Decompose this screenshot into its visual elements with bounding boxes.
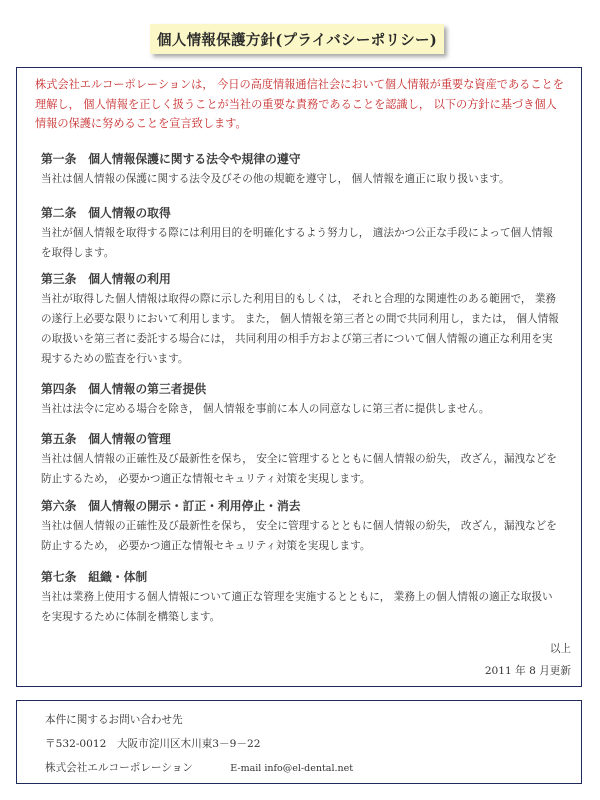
article-3 xyxy=(41,270,561,369)
email-link[interactable]: info@el-dental.net xyxy=(264,763,354,774)
article-body: 当社は個人情報の正確性及び最新性を保ち， 安全に管理するとともに個人情報の紛失， 改ざん，漏洩などを防止するため， 必要かつ適正な情報セキュリティ対策を実現します。 xyxy=(41,520,557,552)
contact-company-row xyxy=(45,760,353,775)
article-body: 当社が取得した個人情報は取得の際に示した利用目的もしくは， それと合理的な関連性のある範囲で， 業務の遂行上必要な限りにおいて利用します。 また， 個人情報を第三者との間で共同利用し，または， 個人情報の取扱いを第三者に委託する場合には， 共同利用の相手方および第三者について個人情報の適正な利用を実現するための監査を行います。 xyxy=(41,293,559,365)
article-heading: 第六条 個人情報の開示・訂正・利用停止・消去 xyxy=(41,499,301,513)
policy-section xyxy=(16,67,582,687)
page-title xyxy=(150,24,444,54)
article-body: 当社は業務上使用する個人情報について適正な管理を実施するとともに， 業務上の個人情報の適正な取扱いを実現するために体制を構築します。 xyxy=(41,591,553,623)
policy-intro: 株式会社エルコーポレーションは， 今日の高度情報通信社会において個人情報が重要な資産であることを理解し， 個人情報を正しく扱うことが当社の重要な責務であることを認識し， 以下の方針に基づき個人情報の保護に努めることを宣言致します。 xyxy=(35,78,564,130)
article-heading: 第三条 個人情報の利用 xyxy=(41,272,171,286)
article-heading: 第二条 個人情報の取得 xyxy=(41,206,171,220)
contact-heading: 本件に関するお問い合わせ先 xyxy=(45,714,183,726)
email-label: E-mail xyxy=(230,763,262,774)
article-heading: 第四条 個人情報の第三者提供 xyxy=(41,382,207,396)
article-7 xyxy=(41,568,561,627)
article-heading: 第五条 個人情報の管理 xyxy=(41,432,171,446)
article-5 xyxy=(41,430,561,489)
article-body: 当社は個人情報の保護に関する法令及びその他の規範を遵守し， 個人情報を適正に取り扱います。 xyxy=(41,173,510,185)
article-4 xyxy=(41,380,561,419)
updated-date: 2011 年 8 月更新 xyxy=(484,665,571,677)
page-title-text: 個人情報保護方針(プライバシーポリシー) xyxy=(157,31,437,49)
contact-address: 〒532-0012 大阪市淀川区木川東3－9－22 xyxy=(45,738,261,750)
article-heading: 第七条 組織・体制 xyxy=(41,570,148,584)
article-2 xyxy=(41,204,561,263)
article-1 xyxy=(41,150,561,189)
closing-text: 以上 xyxy=(549,643,571,655)
article-6 xyxy=(41,497,561,556)
signoff xyxy=(485,638,571,682)
contact-section xyxy=(16,700,582,784)
article-body: 当社は法令に定める場合を除き， 個人情報を事前に本人の同意なしに第三者に提供しません。 xyxy=(41,403,490,415)
contact-email-row xyxy=(230,763,353,774)
article-heading: 第一条 個人情報保護に関する法令や規律の遵守 xyxy=(41,152,301,166)
article-body: 当社は個人情報の正確性及び最新性を保ち， 安全に管理するとともに個人情報の紛失， 改ざん，漏洩などを防止するため， 必要かつ適正な情報セキュリティ対策を実現します。 xyxy=(41,453,557,485)
article-body: 当社が個人情報を取得する際には利用目的を明確化するよう努力し， 適法かつ公正な手段によって個人情報を取得します。 xyxy=(41,227,553,259)
contact-company: 株式会社エルコーポレーション xyxy=(45,762,193,774)
